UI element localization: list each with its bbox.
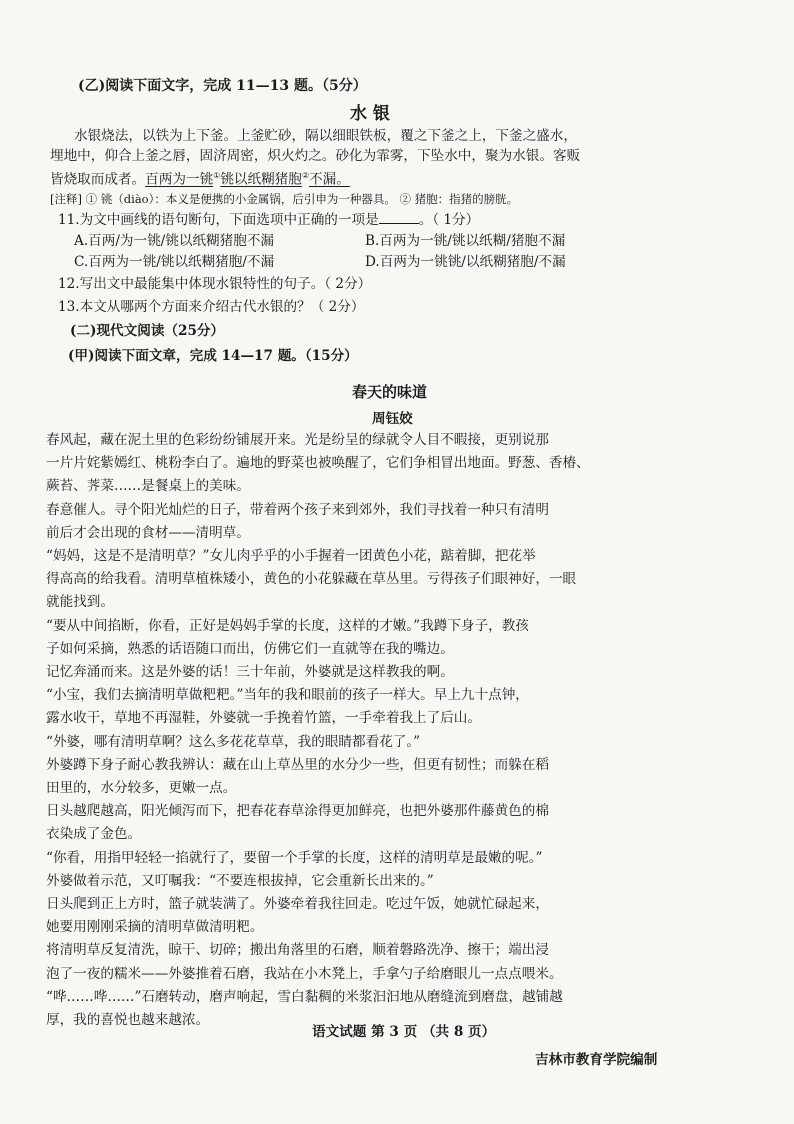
passage-line-3-text: 皆烧取而成者。 [50,171,146,188]
underlined-sentence-b: 铫以纸糊猪胞 [220,171,302,188]
article-line: “小宝，我们去摘清明草做粑粑。”当年的我和眼前的孩子一样大。早上九十点钟， [46,687,529,704]
article-line: 厚，我的喜悦也越来越浓。 [46,1012,210,1028]
article-line: 外婆蹲下身子耐心教我辨认：藏在山上草丛里的水分少一些，但更有韧性；而躲在稻 [46,756,549,773]
page-info: 语文试题 第 3 页 （共 8 页） [312,1024,496,1040]
note-marker-2: ② [301,171,310,180]
article-line: “外婆，哪有清明草啊？这么多花花草草，我的眼睛都看花了。” [46,733,421,750]
article-line: 田里的，水分较多，更嫩一点。 [46,780,237,796]
article-line: 蕨苔、荠菜……是餐桌上的美味。 [46,478,250,495]
passage-line-2: 埋地中，仰合上釜之唇，固济周密，炽火灼之。砂化为霏雾，下坠水中，聚为水银。客贩 [50,148,581,164]
article-line: 将清明草反复清洗，晾干、切碎；搬出角落里的石磨，顺着磐路洗净、擦干；端出浸 [46,942,549,959]
q11-option-b: B.百两为一铫/铫以纸糊/猪胞不漏 [365,233,566,249]
article-line: 外婆做着示范，又叮嘱我：“不要连根拔掉，它会重新长出来的。” [46,872,434,889]
article-line: 泡了一夜的糯米——外婆推着石磨，我站在小木凳上，手拿勺子给磨眼儿一点点喂米。 [46,965,563,982]
article-line: “妈妈，这是不是清明草？”女儿肉乎乎的小手握着一团黄色小花，踮着脚，把花举 [46,548,536,564]
section-2-subheading: (甲)阅读下面文章，完成 14—17 题。（15分） [68,348,358,364]
article-line: 衣染成了金色。 [46,826,142,843]
article-line: “哗……哗……”石磨转动，磨声响起，雪白黏稠的米浆汩汩地从磨缝流到磨盘，越铺越 [46,988,563,1005]
article-line: 春风起，藏在泥土里的色彩纷纷铺展开来。光是纷呈的绿就令人目不暇接，更别说那 [46,432,549,448]
question-12: 12.写出文中最能集中体现水银特性的句子。（ 2分） [58,276,372,292]
article-line: 春意催人。寻个阳光灿烂的日子，带着两个孩子来到郊外，我们寻找着一种只有清明 [46,501,549,518]
article-author: 周钰姣 [372,411,413,427]
annotation-note: [注释] ① 铫（diào）：本义是便携的小金属锅，后引申为一种器具。 ② 猪胞：指猪的膀胱。 [50,192,519,206]
note-marker-1: ① [213,171,221,180]
article-line: 日头爬到正上方时，篮子就装满了。外婆牵着我往回走。吃过午饭，她就忙碌起来， [46,896,549,912]
passage-line-3 [50,167,350,189]
article-line: 记忆奔涌而来。这是外婆的话！三十年前，外婆就是这样教我的啊。 [46,664,454,680]
question-11-score: 。（ 1分） [418,212,480,228]
underlined-sentence-c: 不漏。 [309,171,350,188]
article-line: “你看，用指甲轻轻一掐就行了，要留一个手掌的长度，这样的清明草是最嫩的呢。” [46,849,543,866]
q11-option-c: C.百两为一铫/铫以纸糊猪胞/不漏 [74,254,275,270]
article-line: “要从中间掐断，你看，正好是妈妈手掌的长度，这样的才嫩。”我蹲下身子，教孩 [46,617,529,634]
article-line: 就能找到。 [46,594,114,611]
article-line: 她要用刚刚采摘的清明草做清明粑。 [46,919,264,936]
article-line: 前后才会出现的食材——清明草。 [46,524,250,541]
q11-option-a: A.百两/为一铫/铫以纸糊猪胞不漏 [74,233,275,249]
passage-line-1: 水银烧法，以铁为上下釜。上釜贮砂，隔以细眼铁板，覆之下釜之上，下釜之盛水， [74,128,577,144]
article-line: 日头越爬越高，阳光倾泻而下，把春花春草涂得更加鲜亮，也把外婆那件藤黄色的棉 [46,803,549,820]
article-line: 一片片姹紫嫣红、桃粉李白了。遍地的野菜也被唤醒了，它们争相冒出地面。野葱、香椿、 [46,455,590,472]
article-line: 得高高的给我看。清明草植株矮小，黄色的小花躲藏在草丛里。亏得孩子们眼神好，一眼 [46,571,577,588]
underlined-sentence-a: 百两为一铫 [145,171,214,188]
section-b-heading: (乙)阅读下面文字，完成 11—13 题。（5分） [78,78,367,94]
section-b-title: 水 银 [350,104,390,124]
question-13: 13.本文从哪两个方面来介绍古代水银的？（ 2分） [58,299,365,315]
q11-option-d: D.百两为一铫铫/以纸糊猪胞/不漏 [365,254,566,270]
article-line: 露水收干，草地不再湿鞋，外婆就一手挽着竹篮，一手牵着我上了后山。 [46,710,481,727]
question-11-text: 11.为文中画线的语句断句，下面选项中正确的一项是 [58,212,379,228]
answer-blank [379,211,419,224]
article-title: 春天的味道 [352,383,428,401]
publisher: 吉林市教育学院编制 [535,1052,658,1068]
article-line: 子如何采摘，熟悉的话语随口而出，仿佛它们一直就等在我的嘴边。 [46,640,454,657]
question-11 [58,211,479,229]
section-2-heading: (二)现代文阅读（25分） [70,323,225,339]
